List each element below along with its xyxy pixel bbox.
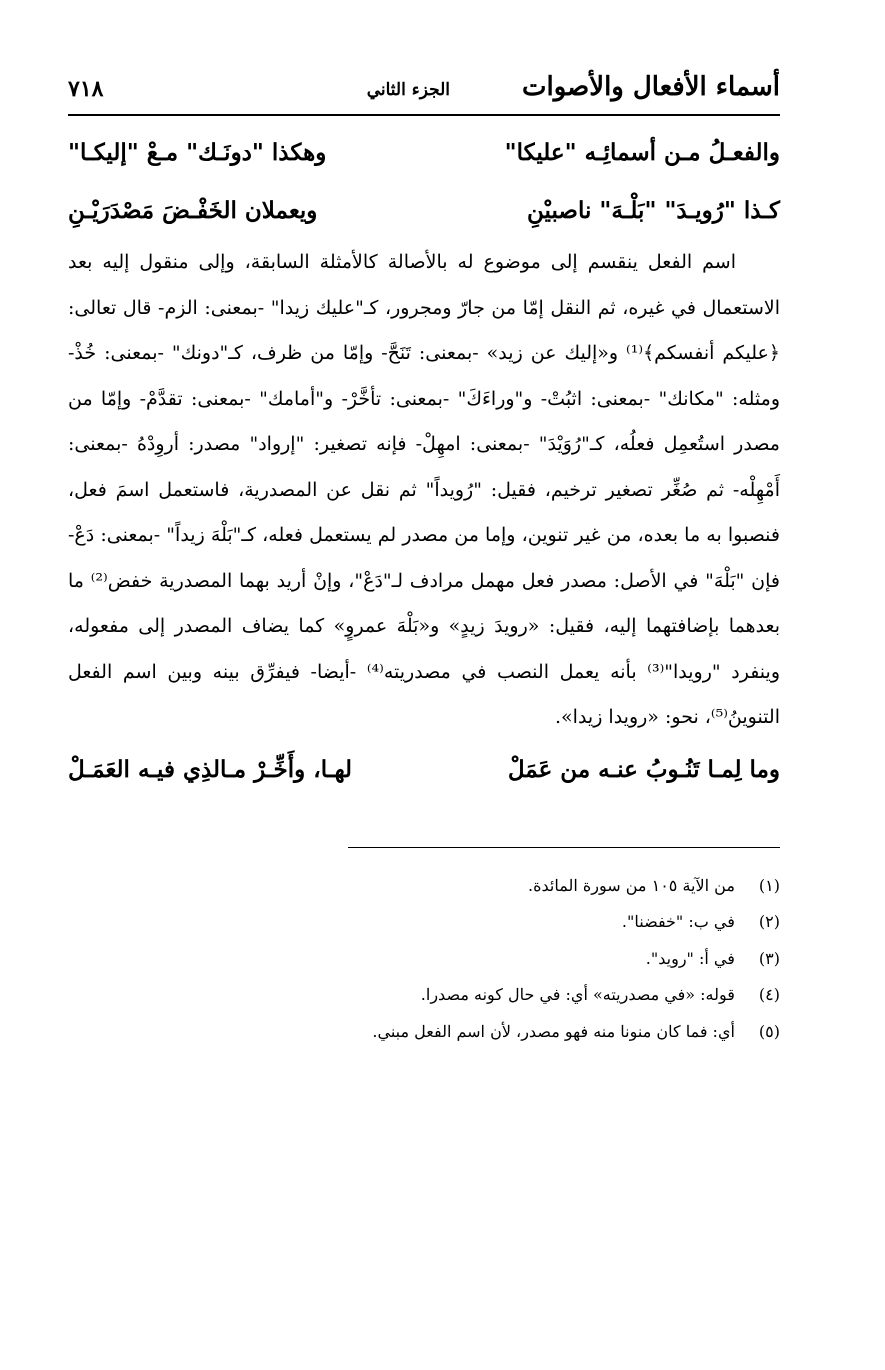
verse-line (68, 124, 780, 182)
footnote-item (68, 904, 780, 941)
footnote-text: في أ: "رويد". (645, 948, 735, 968)
footnote-number: (٣) (758, 948, 780, 968)
footnote-item (68, 941, 780, 978)
footnote-text: من الآية ١٠٥ من سورة المائدة. (528, 875, 735, 895)
commentary-text (68, 240, 780, 741)
footnote-number: (١) (758, 875, 780, 895)
book-page (68, 70, 780, 1050)
footnote-text: أي: فما كان منونا منه فهو مصدر، لأن اسم الفعل مبني. (372, 1021, 735, 1041)
footnote-text: قوله: «في مصدريته» أي: في حال كونه مصدرا. (420, 985, 735, 1004)
footnote-text: في ب: "خفضنا". (621, 912, 735, 931)
verse-first-hemistich: والفعـلُ مـن أسمائِـه "عليكا" (504, 139, 780, 166)
chapter-title: أسماء الأفعال والأصوات (522, 72, 780, 102)
page-number: ٧١٨ (68, 76, 104, 102)
verse-line (68, 182, 780, 240)
footnote-number: (٤) (758, 985, 780, 1004)
footnote-number: (٢) (758, 912, 780, 931)
verse-second-hemistich: وهكذا "دونَـك" مـعْ "إليكـا" (68, 139, 327, 166)
footnote-divider (348, 847, 780, 848)
commentary-paragraph: اسم الفعل ينقسم إلى موضوع له بالأصالة كالأمثلة السابقة، وإلى منقول إليه بعد الاستعمال في غيره، ثم النقل إمّا من جارّ ومجرور، كـ"عليك زيدا" -بمعنى: الزم- قال تعالى: ﴿عليكم أنفسكم﴾⁽¹⁾ و«إليك عن زيد» -بمعنى: تَنَحَّ- وإمّا من ظرف، كـ"دونك" -بمعنى: خُذْ- ومثله: "مكانك" -بمعنى: اثبُتْ- و"وراءَكَ" -بمعنى: تأخَّرْ- و"أمامك" -بمعنى: تقدَّمْ- وإمّا من مصدر استُعمِل فعلُه، كـ"رُوَيْدَ" -بمعنى: امهِلْ- فإنه تصغير: "إرواد" مصدر: أروِدْهُ -بمعنى: أَمْهِلْه- ثم صُغِّر تصغير ترخيم، فقيل: "رُويداً" ثم نقل عن المصدرية، فاستعمل اسمَ فعل، فنصبوا به ما بعده، من غير تنوين، وإما من مصدر لم يستعمل فعله، كـ"بَلْهَ زيداً" -بمعنى: دَعْ- فإن "بَلْهَ" في الأصل: مصدر فعل مهمل مرادف لـ"دَعْ"، وإنْ أريد بهما المصدرية خفض⁽²⁾ ما بعدهما بإضافتهما إليه، فقيل: «رويدَ زيدٍ» و«بَلْهَ عمروٍ» كما يضاف المصدر إلى مفعوله، وينفرد "رويدا"⁽³⁾ بأنه يعمل النصب في مصدريته⁽⁴⁾ -أيضا- فيفرِّق بينه وبين اسم الفعل التنوينُ⁽⁵⁾، نحو: «رويدا زيدا». (68, 251, 781, 728)
verse-line (68, 745, 780, 795)
verse-first-hemistich: كـذا "رُويـدَ" "بَلْـهَ" ناصبيْنِ (527, 197, 780, 224)
footnotes-list (68, 868, 780, 1051)
footnote-number: (٥) (758, 1021, 780, 1041)
verse-second-hemistich: ويعملان الخَفْـضَ مَصْدَرَيْـنِ (68, 197, 318, 224)
verse-second-hemistich: لهـا، وأَخِّـرْ مـالذِي فيـه العَمَـلْ (68, 755, 353, 783)
footnote-item (68, 977, 780, 1014)
verse-first-hemistich: وما لِمـا تَنُـوبُ عنـه من عَمَلْ (507, 755, 780, 783)
page-header (68, 70, 780, 116)
footnote-item (68, 868, 780, 905)
volume-label: الجزء الثاني (366, 80, 450, 100)
footnote-item (68, 1014, 780, 1051)
